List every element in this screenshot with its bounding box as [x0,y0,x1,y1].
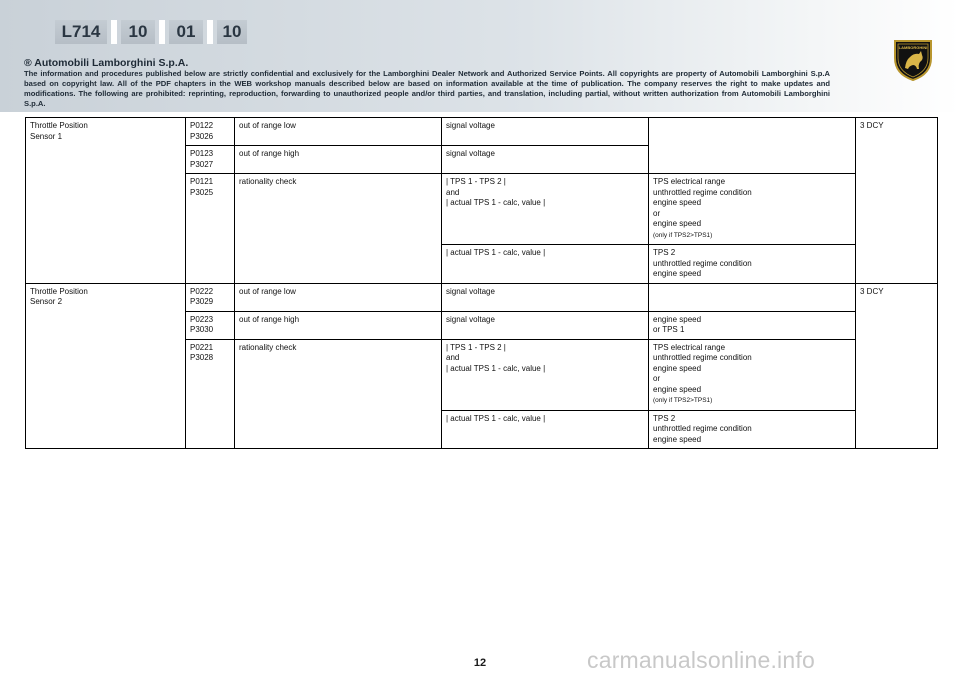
fault-code-cell: P0121 P3025 [186,174,235,284]
copyright-notice: The information and procedures published below are strictly confidential and exclusively for the Lamborghini Dealer Network and Authorized Service Points. All copyrights are property of Automobili Lamborghini S.p.A based on copyright law. All of the PDF chapters in the WEB workshop manuals described below are based on information available at the time of publication. The company reserves the right to make updates and modifications. The following are prohibited: reprinting, reproduction, forwarding to unauthorized people and/or third parties, and translation, including partial, without written authorization from Automobili Lamborghini S.p.A. [24,69,830,108]
code-subgroup: 01 [169,20,203,44]
fault-code-cell: P0222 P3029 [186,283,235,311]
code-separator [111,20,117,44]
document-code-bar [55,20,251,44]
signal-cell: signal voltage [442,311,649,339]
condition-cell [649,283,856,311]
table-row [26,283,938,311]
condition-cell: TPS 2 unthrottled regime condition engine speed [649,245,856,284]
check-cell: out of range high [235,146,442,174]
check-cell: out of range low [235,118,442,146]
fault-code-cell: P0122 P3026 [186,118,235,146]
signal-cell: | TPS 1 - TPS 2 | and | actual TPS 1 - calc, value | [442,174,649,245]
condition-note: (only if TPS2>TPS1) [653,231,713,239]
check-cell: rationality check [235,174,442,284]
fault-code-cell: P0123 P3027 [186,146,235,174]
condition-cell: TPS 2 unthrottled regime condition engine speed [649,410,856,449]
company-name: ® Automobili Lamborghini S.p.A. [24,57,189,69]
code-group: 10 [121,20,155,44]
table-row [26,118,938,146]
action-cell: 3 DCY [856,118,938,284]
page-number: 12 [473,657,487,669]
watermark: carmanualsonline.info [587,647,815,673]
code-separator [159,20,165,44]
condition-note: (only if TPS2>TPS1) [653,397,713,404]
component-cell: Throttle Position Sensor 1 [26,118,186,284]
signal-cell: | TPS 1 - TPS 2 | and | actual TPS 1 - calc, value | [442,339,649,410]
svg-text:LAMBORGHINI: LAMBORGHINI [898,45,928,50]
code-section: 10 [217,20,247,44]
check-cell: out of range low [235,283,442,311]
code-separator [207,20,213,44]
component-cell: Throttle Position Sensor 2 [26,283,186,449]
fault-code-cell: P0221 P3028 [186,339,235,449]
signal-cell: | actual TPS 1 - calc, value | [442,410,649,449]
condition-cell: TPS electrical range unthrottled regime condition engine speed or engine speed (only if TPS2>TPS1) [649,174,856,245]
signal-cell: signal voltage [442,118,649,146]
lamborghini-logo [893,38,933,82]
code-model: L714 [55,20,107,44]
signal-cell: | actual TPS 1 - calc, value | [442,245,649,284]
signal-cell: signal voltage [442,146,649,174]
check-cell: out of range high [235,311,442,339]
diagnostic-table [25,117,938,449]
check-cell: rationality check [235,339,442,449]
condition-cell [649,118,856,174]
condition-cell: engine speed or TPS 1 [649,311,856,339]
signal-cell: signal voltage [442,283,649,311]
condition-cell: TPS electrical range unthrottled regime condition engine speed or engine speed (only if TPS2>TPS1) [649,339,856,410]
action-cell: 3 DCY [856,283,938,449]
fault-code-cell: P0223 P3030 [186,311,235,339]
